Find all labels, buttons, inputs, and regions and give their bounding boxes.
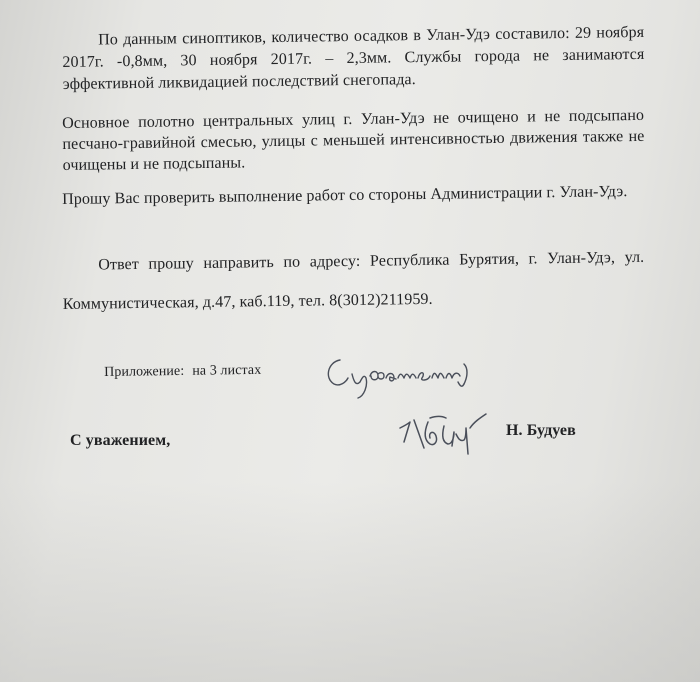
paragraph-precipitation: По данным синоптиков, количество осадков в Улан-Удэ составило: 29 ноября 2017г. -0,8мм, 30 ноября 2017г. – 2,3мм. Службы города не занимаются эффективной ликвидацией последствий снегопада. <box>62 23 645 93</box>
signer-name: Н. Будуев <box>506 422 576 439</box>
closing-text: С уважением, <box>70 432 171 449</box>
paragraph-request: Прошу Вас проверить выполнение работ со стороны Администрации г. Улан-Удэ. <box>62 183 628 208</box>
attachment-label: Приложение: <box>104 363 185 380</box>
handwritten-note <box>318 348 488 404</box>
paragraph-address: Ответ прошу направить по адресу: Республика Бурятия, г. Улан-Удэ, ул. Коммунистическая, д.47, каб.119, тел. 8(3012)211959. <box>62 248 645 313</box>
attachment-value: на 3 листах <box>192 362 262 379</box>
signature <box>394 398 494 462</box>
attachment-line <box>104 360 261 384</box>
paragraph-streets: Основное полотно центральных улиц г. Улан-Удэ не очищено и не подсыпано песчано-гравийной смесью, улицы с меньшей интенсивностью движения также не очищены и не подсыпаны. <box>62 106 645 174</box>
page-shadow <box>0 482 700 682</box>
